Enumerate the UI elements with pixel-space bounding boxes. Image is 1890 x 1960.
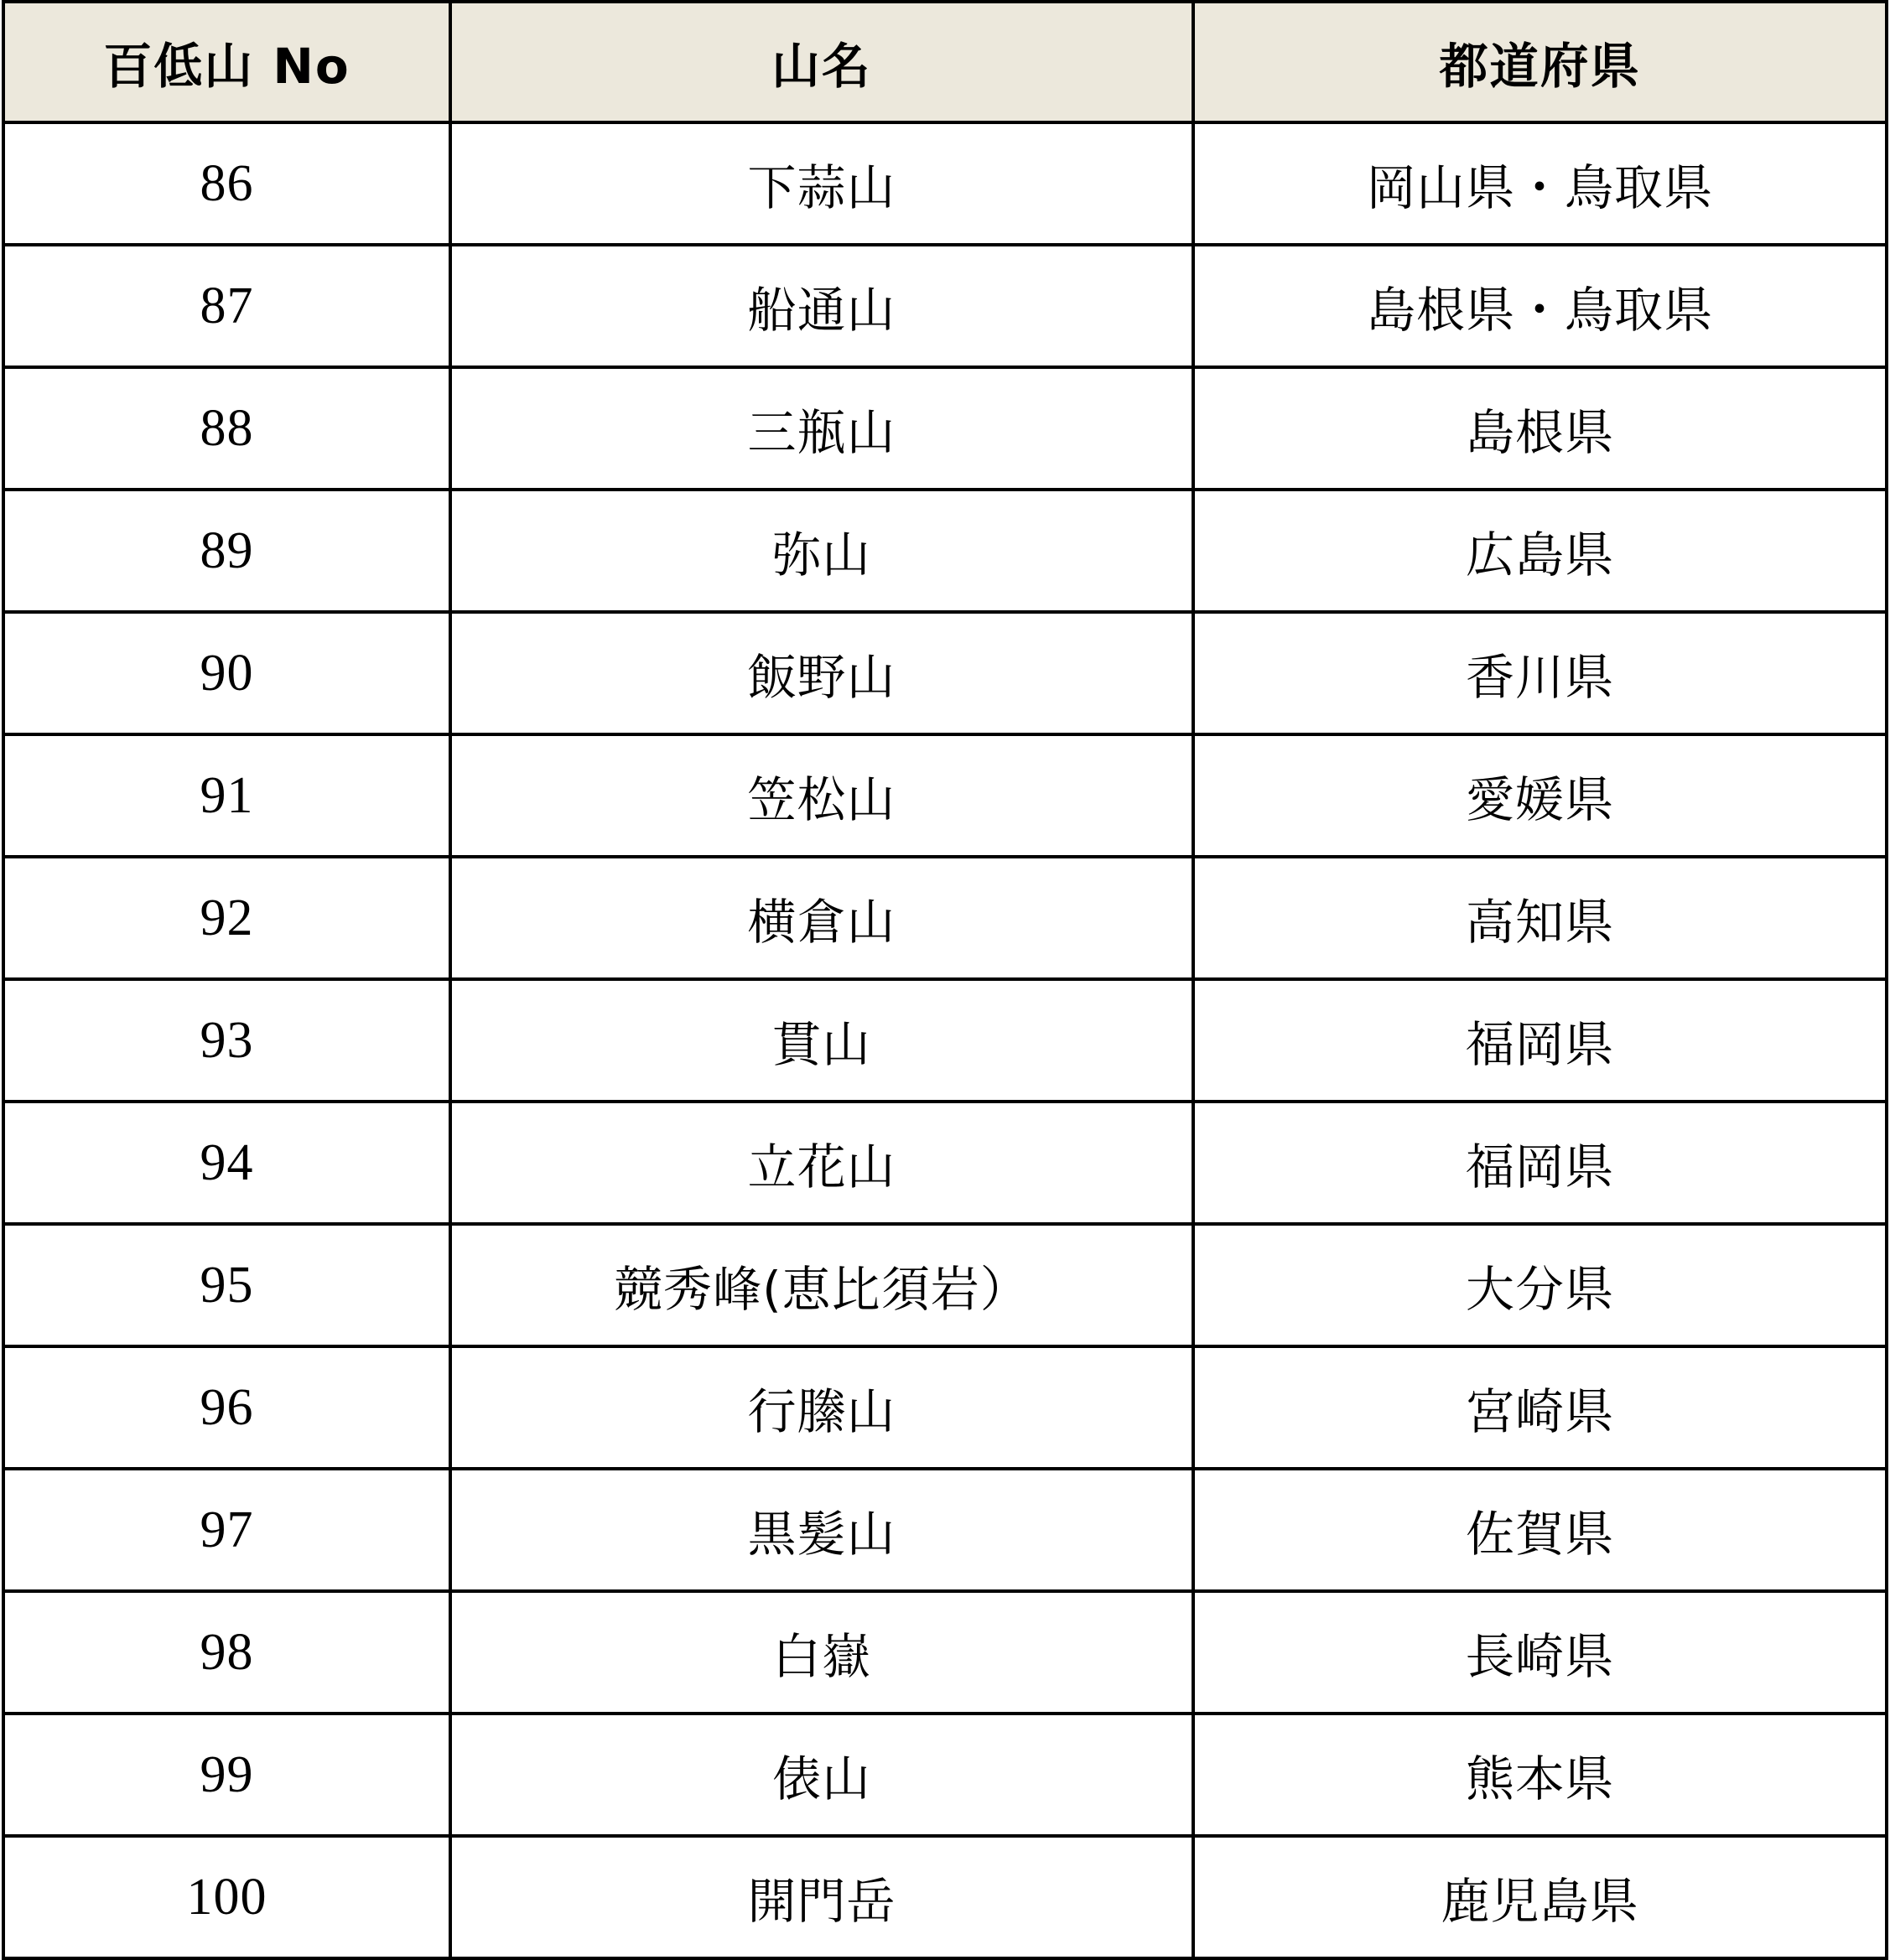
cell-pref: 宮崎県 — [1193, 1346, 1887, 1469]
cell-pref: 広島県 — [1193, 490, 1887, 612]
cell-pref: 愛媛県 — [1193, 734, 1887, 857]
cell-pref: 長崎県 — [1193, 1591, 1887, 1714]
cell-no: 87 — [3, 245, 450, 367]
column-header-name: 山名 — [450, 2, 1193, 122]
cell-pref: 島根県 — [1193, 367, 1887, 490]
cell-name: 弥山 — [450, 490, 1193, 612]
cell-no: 99 — [3, 1714, 450, 1836]
cell-no: 91 — [3, 734, 450, 857]
cell-name: 下蒜山 — [450, 122, 1193, 245]
cell-no: 86 — [3, 122, 450, 245]
cell-no: 95 — [3, 1224, 450, 1346]
cell-name: 白嶽 — [450, 1591, 1193, 1714]
cell-pref: 大分県 — [1193, 1224, 1887, 1346]
table-row — [3, 1591, 1887, 1714]
mountain-list-table — [2, 0, 1888, 1960]
table-row — [3, 612, 1887, 734]
cell-pref: 福岡県 — [1193, 1102, 1887, 1224]
cell-name: 三瓶山 — [450, 367, 1193, 490]
cell-name: 競秀峰(恵比須岩） — [450, 1224, 1193, 1346]
table-row — [3, 1102, 1887, 1224]
cell-name: 貫山 — [450, 979, 1193, 1102]
column-header-no: 百低山 No — [3, 2, 450, 122]
cell-name: 笠松山 — [450, 734, 1193, 857]
cell-name: 船通山 — [450, 245, 1193, 367]
cell-pref: 島根県・鳥取県 — [1193, 245, 1887, 367]
cell-name: 飯野山 — [450, 612, 1193, 734]
table-header-row — [3, 2, 1887, 122]
cell-no: 100 — [3, 1836, 450, 1958]
cell-name: 開門岳 — [450, 1836, 1193, 1958]
table-row — [3, 1346, 1887, 1469]
cell-name: 黒髪山 — [450, 1469, 1193, 1591]
table-row — [3, 734, 1887, 857]
cell-no: 97 — [3, 1469, 450, 1591]
table-row — [3, 1836, 1887, 1958]
cell-pref: 高知県 — [1193, 857, 1887, 979]
cell-name: 立花山 — [450, 1102, 1193, 1224]
cell-name: 俵山 — [450, 1714, 1193, 1836]
cell-no: 88 — [3, 367, 450, 490]
table-row — [3, 1224, 1887, 1346]
cell-name: 行縢山 — [450, 1346, 1193, 1469]
cell-no: 92 — [3, 857, 450, 979]
table-body — [3, 122, 1887, 1958]
cell-no: 94 — [3, 1102, 450, 1224]
cell-pref: 福岡県 — [1193, 979, 1887, 1102]
cell-pref: 香川県 — [1193, 612, 1887, 734]
table-row — [3, 245, 1887, 367]
cell-no: 89 — [3, 490, 450, 612]
table-row — [3, 857, 1887, 979]
table-row — [3, 490, 1887, 612]
cell-pref: 佐賀県 — [1193, 1469, 1887, 1591]
cell-pref: 鹿児島県 — [1193, 1836, 1887, 1958]
table-row — [3, 1469, 1887, 1591]
cell-no: 98 — [3, 1591, 450, 1714]
table-row — [3, 122, 1887, 245]
cell-no: 90 — [3, 612, 450, 734]
cell-pref: 熊本県 — [1193, 1714, 1887, 1836]
cell-no: 93 — [3, 979, 450, 1102]
table-row — [3, 367, 1887, 490]
column-header-pref: 都道府県 — [1193, 2, 1887, 122]
cell-no: 96 — [3, 1346, 450, 1469]
cell-pref: 岡山県・鳥取県 — [1193, 122, 1887, 245]
cell-name: 横倉山 — [450, 857, 1193, 979]
table-row — [3, 1714, 1887, 1836]
table-header — [3, 2, 1887, 122]
table-row — [3, 979, 1887, 1102]
